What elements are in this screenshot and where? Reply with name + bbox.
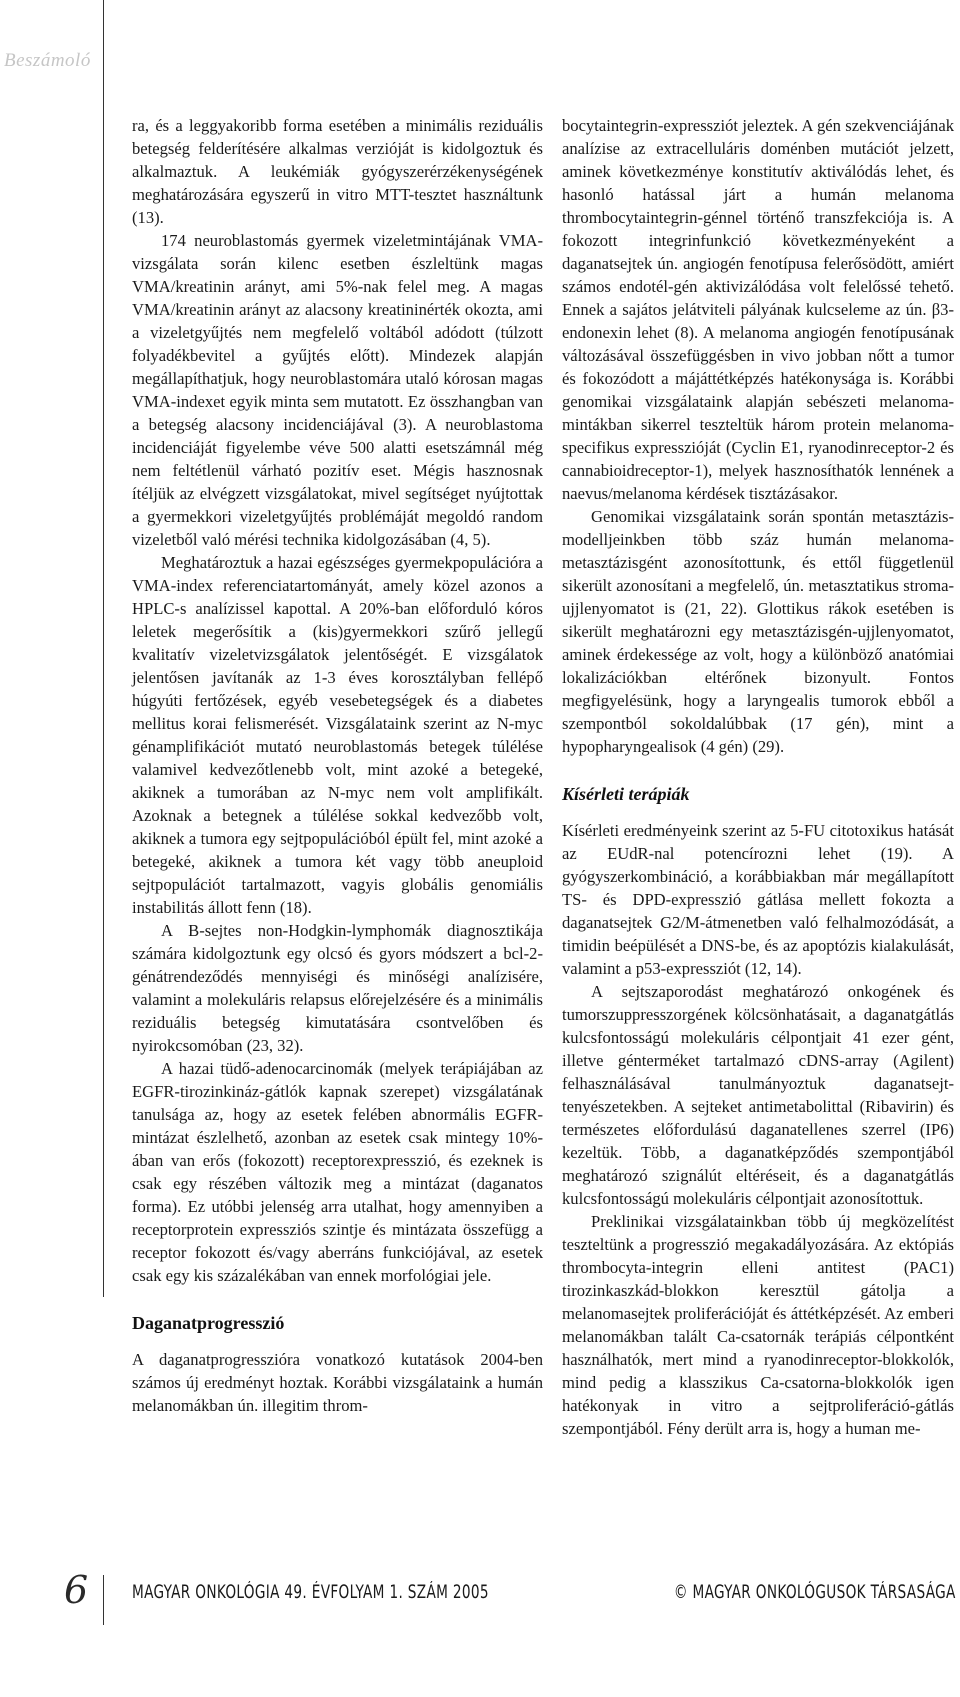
paragraph: ra, és a leggyakoribb forma esetében a minimális reziduális betegség felderítésére alkalmas verzióját is kidolgoztuk és alkalmaztuk. A leukémiák gyógyszerérzékenységének meghatározására egyszerű in vitro MTT-tesztet használtunk (13). xyxy=(132,116,543,227)
text-column-left xyxy=(132,114,543,1417)
paragraph: Kísérleti eredményeink szerint az 5-FU citotoxikus hatását az EUdR-nal potencírozni lehet (19). A gyógyszerkombináció, a korábbiakban már megállapított TS- és DPD-expresszió gátlása mellett fokozta a daganatsejtek G2/M-átmenetben való felhalmozódását, a timidin beépülését a DNS-be, és az apoptózis kialakulását, valamint a p53-expressziót (12, 14). xyxy=(562,821,954,978)
section-heading-therapies: Kísérleti terápiák xyxy=(562,784,690,804)
paragraph: Preklinikai vizsgálatainkban több új megközelítést teszteltünk a progresszió megakadályozására. Az ektópiás thrombocyta-integrin elleni antitest (PAC1) tirozinkaszkád-blokkon keresztül gátolja a melanomasejtek proliferációját és áttétképzését. Az emberi melanomákban talált Ca-csatornák terápiás célpontként használhatók, mert mind a ryanodinreceptor-blokkolók, mind pedig a klasszikus Ca-csatorna-blokkolók igen hatékonyak in vitro a sejtproliferáció-gátlás szempontjából. Fény derült arra is, hogy a human me- xyxy=(562,1212,954,1438)
text-column-right xyxy=(562,114,954,1440)
paragraph: A hazai tüdő-adenocarcinomák (melyek terápiájában az EGFR-tirozinkináz-gátlók kapnak szerepet) vizsgálatának tanulsága az, hogy az esetek felében abnormális EGFR-mintázat észlelhető, azonban az esetek csak mintegy 10%-ában van erős (fokozott) receptorexpresszió, és ezeknek is csak egy részében változik meg a mintázat (daganatos forma). Ez utóbbi jelenség arra utalhat, hogy amennyiben a receptorprotein expressziós szintje és mintázata összefügg a receptor fokozott és/vagy aberráns funkciójával, az esetek csak egy kis százalékában van ennek morfológiai jele. xyxy=(132,1059,543,1285)
paragraph: bocytaintegrin-expressziót jeleztek. A gén szekvenciájának analízise az extracelluláris doménben mutációt jelzett, aminek következménye konstitutív aktiválódás lehet, és hasonló hatással járt a humán melanoma thrombocytaintegrin-génnel történő transzfekciója is. A fokozott integrinfunkció következményeként a daganatsejtek ún. angiogén fenotípusa felerősödött, amiért számos endotél-gén aktivizálódása volt felelőssé tehető. Ennek a sajátos jelátviteli pályának kulcseleme az ún. β3-endonexin lehet (8). A melanoma angiogén fenotípusának változásával összefüggésben in vivo jobban nőtt a tumor és fokozódott a májáttétképzés hatékonysága is. Korábbi genomikai vizsgálataink alapján sebészeti melanoma-mintákban sikerrel teszteltük három protein melanoma-specifikus expresszióját (Cyclin E1, ryanodinreceptor-2 és cannabioidreceptor-1), melyek hasznosíthatók lennének a naevus/melanoma kérdések tisztázásakor. xyxy=(562,116,954,503)
paragraph: A daganatprogresszióra vonatkozó kutatások 2004-ben számos új eredményt hoztak. Korábbi vizsgálataink a humán melanomákban ún. illegitim throm- xyxy=(132,1350,543,1415)
paragraph: Meghatároztuk a hazai egészséges gyermekpopulációra a VMA-index referenciatartományát, amely közel azonos a HPLC-s analízissel kapottal. A 20%-ban előforduló kóros leletek megerősítik a (kis)gyermekkori szűrő jellegű kvalitatív vizeletvizsgálatok jelentőségét. E vizsgálatok jelentősen javítanák az 1-3 éves korosztályban fellépő húgyúti fertőzések, egyéb vesebetegségek és a diabetes mellitus korai felismerését. Vizsgálataink szerint az N-myc génamplifikációt mutató neuroblastomás betegek túlélése valamivel kedvezőtlenebb volt, mint azoké a betegeké, akiknek a tumorában az N-myc nem volt amplifikált. Azoknak a betegnek a túlélése sokkal kedvezőbb volt, akiknek a tumora egy sejtpopulációból épült fel, mint azoké a betegeké, akiknek a tumora két vagy több aneuploid sejtpopulációt tartalmazott, vagyis globális genomiális instabilitás állott fenn (18). xyxy=(132,553,543,917)
page-number: 6 xyxy=(64,1568,89,1612)
paragraph: A sejtszaporodást meghatározó onkogének és tumorszuppresszorgének kölcsönhatásait, a daganatgátlás kulcsfontosságú molekuláris célpontjait 41 ezer gént, illetve génterméket tartalmazó cDNS-array (Agilent) felhasználásával tanulmányoztuk daganatsejt-tenyészetekben. A sejteket antimetabolittal (Ribavirin) és természetes előfordulású daganatellenes szerrel (IP6) kezeltük. Több, a daganatképződés szempontjából meghatározó szignálút eltéréseit, és a daganatgátlás kulcsfontosságú molekuláris célpontjait azonosítottuk. xyxy=(562,982,954,1208)
section-heading-progression: Daganatprogresszió xyxy=(132,1313,285,1333)
journal-citation: MAGYAR ONKOLÓGIA 49. ÉVFOLYAM 1. SZÁM 2005 xyxy=(132,1582,489,1603)
paragraph: A B-sejtes non-Hodgkin-lymphomák diagnosztikája számára kidolgoztunk egy olcsó és gyors módszert a bcl-2-génátrendeződés mennyiségi és minőségi analízisére, valamint a molekuláris relapsus előrejelzésére és a minimális reziduális betegség kimutatására csontvelőben és nyirokcsomóban (23, 32). xyxy=(132,921,543,1055)
section-label: Beszámoló xyxy=(4,50,91,71)
paragraph: Genomikai vizsgálataink során spontán metasztázis-modelljeinkben több száz humán melanoma-metasztázisgént azonosítottunk, és ettől függetlenül sikerült azonosítani a megfelelő, ún. metasztatikus stroma-ujjlenyomatot is (21, 22). Glottikus rákok esetében is sikerült meghatározni egy metasztázisgén-ujjlenyomatot, aminek érdekessége az volt, hogy a különböző anatómiai lokalizációkban eltérőnek bizonyult. Fontos megfigyelésünk, hogy a laryngealis tumorok ebből a szempontból sokoldalúbbak (17 gén), mint a hypopharyngealisok (4 gén) (29). xyxy=(562,507,954,756)
margin-rule xyxy=(103,0,104,1297)
footer-rule xyxy=(103,1575,104,1625)
copyright-notice: © MAGYAR ONKOLÓGUSOK TÁRSASÁGA xyxy=(674,1582,956,1603)
paragraph: 174 neuroblastomás gyermek vizeletmintájának VMA-vizsgálata során kilenc esetben észleltünk magas VMA/kreatinin arányt, ami 5%-nak felel meg. A magas VMA/kreatinin arányt az alacsony kreatininérték okozta, ami a vizeletgyűjtés nem megfelelő voltából adódott (túlzott folyadékbevitel a gyűjtés előtt). Mindezek alapján megállapíthatjuk, hogy neuroblastomára utaló kórosan magas VMA-indexet egyik minta sem mutatott. Ez összhangban van a betegség alacsony incidenciájával (3). A neuroblastoma incidenciáját figyelembe véve 500 alatti esetszámnál még nem feltétlenül várható pozitív eset. Mégis hasznosnak ítéljük az elvégzett vizsgálatokat, mivel segítséget nyújtottak a gyermekkori vizeletgyűjtés problémáját megoldó random vizeletből való mérési technika kidolgozásában (4, 5). xyxy=(132,231,543,549)
